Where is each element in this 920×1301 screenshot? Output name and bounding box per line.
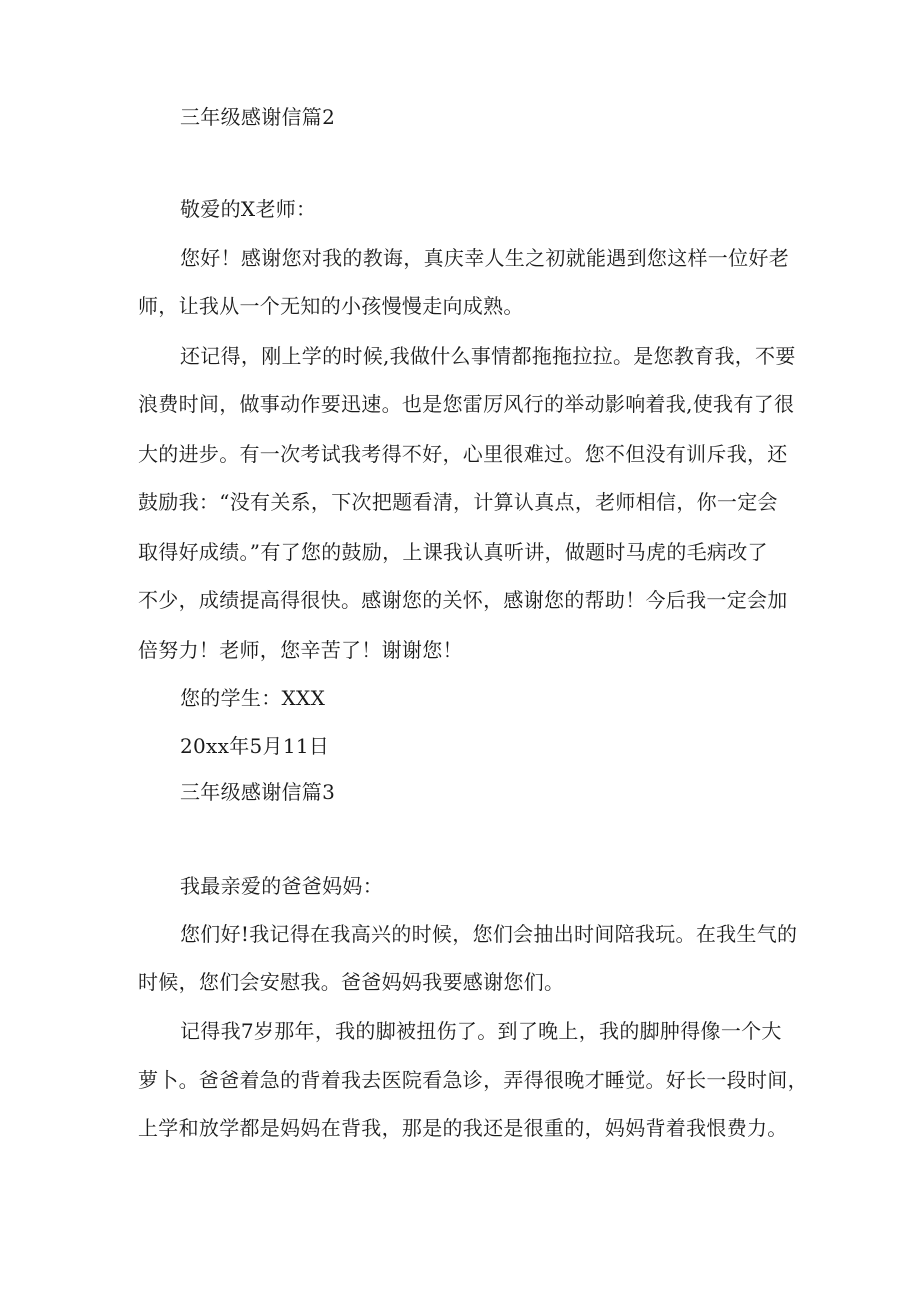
letter2-line: 鼓励我：“没有关系，下次把题看清，计算认真点，老师相信，你一定会 bbox=[138, 490, 778, 514]
letter2-line: 倍努力！老师，您辛苦了！谢谢您！ bbox=[138, 638, 463, 662]
letter2-line: 师，让我从一个无知的小孩慢慢走向成熟。 bbox=[138, 294, 524, 318]
letter3-line: 上学和放学都是妈妈在背我，那是的我还是很重的，妈妈背着我恨费力。 bbox=[138, 1116, 788, 1140]
letter2-salutation: 敬爱的X老师： bbox=[180, 197, 317, 221]
letter2-line: 取得好成绩。”有了您的鼓励，上课我认真听讲，做题时马虎的毛病改了 bbox=[138, 540, 768, 564]
letter2-line: 不少，成绩提高得很快。感谢您的关怀，感谢您的帮助！今后我一定会加 bbox=[138, 588, 788, 612]
letter3-line: 萝卜。爸爸着急的背着我去医院看急诊，弄得很晚才睡觉。好长一段时间， bbox=[138, 1068, 808, 1092]
letter3-line: 您们好!我记得在我高兴的时候，您们会抽出时间陪我玩。在我生气的 bbox=[180, 922, 798, 946]
letter2-heading: 三年级感谢信篇2 bbox=[180, 105, 336, 129]
letter3-salutation: 我最亲爱的爸爸妈妈： bbox=[180, 874, 383, 898]
letter2-line: 浪费时间，做事动作要迅速。也是您雷厉风行的举动影响着我,使我有了很 bbox=[138, 392, 795, 416]
letter2-date: 20xx年5月11日 bbox=[180, 734, 330, 758]
letter3-line: 记得我7岁那年，我的脚被扭伤了。到了晚上，我的脚肿得像一个大 bbox=[180, 1019, 782, 1043]
letter2-line: 您好！感谢您对我的教诲，真庆幸人生之初就能遇到您这样一位好老 bbox=[180, 246, 789, 270]
letter2-line: 大的进步。有一次考试我考得不好，心里很难过。您不但没有训斥我，还 bbox=[138, 442, 788, 466]
letter2-signature: 您的学生：XXX bbox=[180, 686, 326, 710]
letter3-heading: 三年级感谢信篇3 bbox=[180, 780, 336, 804]
letter3-line: 时候，您们会安慰我。爸爸妈妈我要感谢您们。 bbox=[138, 970, 565, 994]
letter2-line: 还记得，刚上学的时候,我做什么事情都拖拖拉拉。是您教育我，不要 bbox=[180, 344, 796, 368]
